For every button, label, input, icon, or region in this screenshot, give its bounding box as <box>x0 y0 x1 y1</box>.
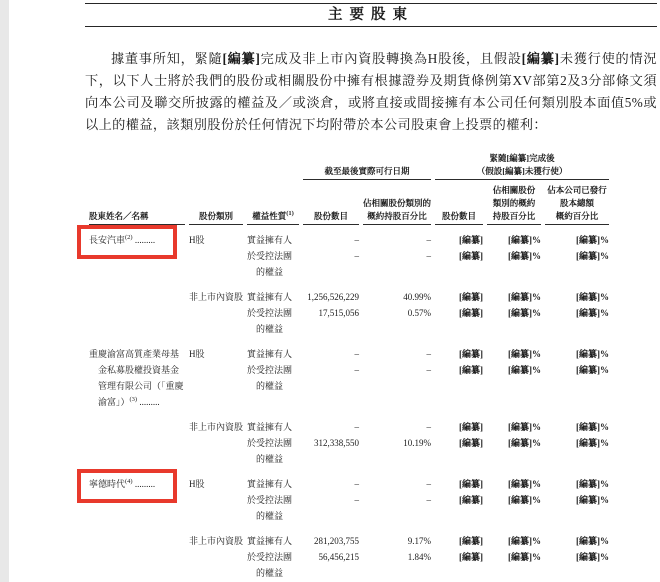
cell-percent-total-post <box>545 378 609 394</box>
cell-percent-total-post <box>545 321 609 337</box>
cell-nature-of-interest: 於受控法團 <box>247 365 293 375</box>
cell-shares-post: [編纂] <box>459 349 484 359</box>
cell-nature-of-interest: 於受控法團 <box>247 495 293 505</box>
row-spacer <box>89 467 609 476</box>
cell-shares-post: [編纂] <box>459 495 484 505</box>
cell-percent-class-post: [編纂]% <box>508 495 542 505</box>
cell-percent-current: 10.19% <box>403 438 432 448</box>
cell-shareholder-name <box>89 492 185 508</box>
cell-share-class <box>189 321 243 337</box>
cell-shares-post: [編纂] <box>459 536 484 546</box>
cell-percent-total-post <box>545 264 609 280</box>
cell-shares-current: – <box>354 479 360 489</box>
cell-percent-current: – <box>426 365 432 375</box>
document-page <box>85 0 657 149</box>
cell-share-class: 非上市內資股 <box>189 292 244 302</box>
cell-percent-class-post <box>487 394 541 410</box>
cell-shares-current <box>303 565 359 581</box>
cell-shares-current: 312,338,550 <box>314 438 360 448</box>
cell-percent-total-post: [編纂]% <box>576 365 610 375</box>
cell-shares-current: 56,456,215 <box>318 552 360 562</box>
cell-shares-current: 17,515,056 <box>318 308 360 318</box>
cell-shareholder-name <box>89 264 185 280</box>
cell-shareholder-name: 寧德時代$^{(4)}$ ......... <box>89 476 185 492</box>
cell-nature-of-interest: 於受控法團 <box>247 552 293 562</box>
cell-percent-class-post: [編纂]% <box>508 422 542 432</box>
column-header-row <box>89 180 609 225</box>
cell-shareholder-name <box>89 419 185 435</box>
cell-shares-current: 1,256,526,229 <box>307 292 360 302</box>
cell-shareholder-name <box>89 305 185 321</box>
shareholder-table <box>85 152 645 581</box>
cell-percent-class-post <box>487 321 541 337</box>
table-row <box>89 435 609 451</box>
cell-percent-total-post: [編纂]% <box>576 438 610 448</box>
column-header-shareholder-name: 股東姓名／名稱 <box>89 180 185 225</box>
cell-share-class: 非上市內資股 <box>189 422 244 432</box>
cell-percent-current: – <box>426 349 432 359</box>
cell-shares-current <box>303 321 359 337</box>
cell-share-class <box>189 435 243 451</box>
table-row <box>89 394 609 410</box>
cell-percent-total-post: [編纂]% <box>576 235 610 245</box>
cell-percent-total-post: [編纂]% <box>576 308 610 318</box>
cell-share-class <box>189 264 243 280</box>
cell-percent-class-post: [編纂]% <box>508 479 542 489</box>
column-header-number-of-shares-current: 股份數目 <box>303 180 359 225</box>
cell-shares-post: [編纂] <box>459 422 484 432</box>
cell-shareholder-name <box>89 508 185 524</box>
cell-percent-total-post <box>545 451 609 467</box>
cell-percent-total-post: [編纂]% <box>576 552 610 562</box>
cell-share-class: H股 <box>189 235 205 245</box>
cell-percent-current: 9.17% <box>407 536 432 546</box>
cell-nature-of-interest: 於受控法團 <box>247 251 293 261</box>
cell-share-class: H股 <box>189 479 205 489</box>
cell-shares-post <box>435 378 483 394</box>
column-header-approx-percent-class-post: 佔相關股份 類別的概約 持股百分比 <box>487 180 541 225</box>
cell-shares-post: [編纂] <box>459 438 484 448</box>
cell-percent-current <box>363 565 431 581</box>
group-header-row-1 <box>89 152 609 165</box>
cell-percent-current: – <box>426 495 432 505</box>
footnote-marker-1: (1) <box>286 210 294 218</box>
cell-percent-current: 40.99% <box>403 292 432 302</box>
cell-share-class <box>189 362 243 378</box>
table-row <box>89 346 609 362</box>
cell-shares-current <box>303 394 359 410</box>
cell-nature-of-interest: 實益擁有人 <box>247 235 293 245</box>
page-edge-strip <box>0 0 9 582</box>
cell-shares-post: [編纂] <box>459 308 484 318</box>
table-row <box>89 264 609 280</box>
cell-shares-post: [編纂] <box>459 251 484 261</box>
cell-shareholder-name <box>89 565 185 581</box>
table-row <box>89 362 609 378</box>
cell-nature-of-interest: 的權益 <box>256 267 284 277</box>
cell-shareholder-name: 渝富」）$^{(3)}$ ......... <box>98 396 160 407</box>
table-row <box>89 549 609 565</box>
cell-shares-post <box>435 394 483 410</box>
cell-percent-total-post <box>545 565 609 581</box>
column-header-percent-total-issued-capital: 佔本公司已發行 股本總額 概約百分比 <box>545 180 609 225</box>
cell-nature-of-interest: 的權益 <box>256 381 284 391</box>
cell-percent-total-post: [編纂]% <box>576 536 610 546</box>
cell-nature-of-interest: 的權益 <box>256 568 284 578</box>
cell-shareholder-name: 金私募股權投資基金 <box>98 365 180 375</box>
column-header-approx-percent-class-current: 佔相關股份類別的 概約持股百分比 <box>363 180 431 225</box>
cell-share-class <box>189 549 243 565</box>
cell-share-class <box>189 394 243 410</box>
cell-nature-of-interest: 於受控法團 <box>247 438 293 448</box>
cell-percent-current <box>363 394 431 410</box>
cell-shares-current <box>303 451 359 467</box>
cell-shares-post: [編纂] <box>459 235 484 245</box>
cell-percent-class-post: [編纂]% <box>508 536 542 546</box>
cell-percent-class-post: [編纂]% <box>508 365 542 375</box>
cell-shares-current: – <box>354 349 360 359</box>
row-spacer <box>89 410 609 419</box>
table-row <box>89 476 609 492</box>
cell-shares-post <box>435 451 483 467</box>
cell-nature-of-interest: 實益擁有人 <box>247 479 293 489</box>
cell-shares-current: – <box>354 495 360 505</box>
cell-percent-total-post: [編纂]% <box>576 495 610 505</box>
cell-nature-of-interest: 的權益 <box>256 511 284 521</box>
cell-shares-current: – <box>354 422 360 432</box>
cell-shares-post <box>435 264 483 280</box>
cell-shareholder-name <box>89 321 185 337</box>
cell-percent-current <box>363 264 431 280</box>
cell-shareholder-name <box>89 435 185 451</box>
cell-nature-of-interest: 的權益 <box>256 454 284 464</box>
cell-percent-current: – <box>426 479 432 489</box>
cell-percent-current: – <box>426 235 432 245</box>
cell-shares-current <box>303 508 359 524</box>
cell-percent-total-post: [編纂]% <box>576 422 610 432</box>
cell-percent-current <box>363 508 431 524</box>
cell-shareholder-name <box>89 451 185 467</box>
column-header-number-of-shares-post: 股份數目 <box>435 180 483 225</box>
cell-shares-post: [編纂] <box>459 292 484 302</box>
cell-shares-post <box>435 565 483 581</box>
intro-text: 據董事所知，緊隨 <box>111 51 223 66</box>
cell-shareholder-name <box>89 533 185 549</box>
table-row <box>89 305 609 321</box>
cell-nature-of-interest: 實益擁有人 <box>247 536 293 546</box>
group-header-latest-practicable-date: 截至最後實際可行日期 <box>303 165 431 180</box>
cell-percent-class-post: [編纂]% <box>508 235 542 245</box>
page-title: 主要股東 <box>328 7 414 23</box>
cell-percent-class-post: [編纂]% <box>508 349 542 359</box>
cell-percent-class-post <box>487 508 541 524</box>
table-row <box>89 533 609 549</box>
cell-shares-current <box>303 378 359 394</box>
cell-percent-current <box>363 451 431 467</box>
shareholder-table-body <box>89 232 609 581</box>
cell-share-class <box>189 565 243 581</box>
cell-percent-total-post <box>545 508 609 524</box>
cell-percent-current <box>363 321 431 337</box>
title-rule-bottom <box>85 26 657 27</box>
cell-shareholder-name <box>89 248 185 264</box>
cell-shares-current: 281,203,755 <box>314 536 360 546</box>
footnote-marker: (4) <box>125 478 133 485</box>
intro-text: 完成及非上市內資股轉換為H股後，且假設 <box>260 51 522 66</box>
cell-percent-total-post: [編纂]% <box>576 349 610 359</box>
cell-percent-current: – <box>426 422 432 432</box>
group-header-post-completion-line1: 緊隨[編纂]完成後 <box>489 153 555 163</box>
row-spacer <box>89 337 609 346</box>
cell-share-class <box>189 305 243 321</box>
cell-shares-post <box>435 321 483 337</box>
table-row <box>89 565 609 581</box>
group-header-post-completion-line2: （假設[編纂]未獲行使） <box>435 165 609 180</box>
footnote-marker: (2) <box>125 234 133 241</box>
cell-shareholder-name: 管理有限公司（「重慶 <box>98 381 184 391</box>
cell-percent-total-post: [編纂]% <box>576 292 610 302</box>
table-row <box>89 232 609 248</box>
redacted-token: [編纂] <box>222 51 261 66</box>
cell-share-class: H股 <box>189 349 205 359</box>
cell-percent-class-post: [編纂]% <box>508 292 542 302</box>
cell-shareholder-name <box>89 289 185 305</box>
redacted-token: [編纂] <box>521 51 560 66</box>
cell-share-class <box>189 378 243 394</box>
cell-shareholder-name: 長安汽車$^{(2)}$ ......... <box>89 232 185 248</box>
cell-nature-of-interest: 於受控法團 <box>247 308 293 318</box>
cell-percent-current: – <box>426 251 432 261</box>
cell-shares-post: [編纂] <box>459 552 484 562</box>
row-spacer <box>89 524 609 533</box>
cell-share-class <box>189 451 243 467</box>
cell-shares-current: – <box>354 251 360 261</box>
cell-percent-total-post: [編纂]% <box>576 251 610 261</box>
cell-shares-current <box>303 264 359 280</box>
cell-percent-class-post: [編纂]% <box>508 552 542 562</box>
cell-percent-class-post <box>487 264 541 280</box>
cell-share-class <box>189 492 243 508</box>
title-block <box>85 3 657 27</box>
cell-share-class: 非上市內資股 <box>189 536 244 546</box>
cell-percent-class-post <box>487 378 541 394</box>
cell-nature-of-interest <box>247 394 299 410</box>
cell-percent-class-post: [編纂]% <box>508 438 542 448</box>
cell-nature-of-interest: 實益擁有人 <box>247 422 293 432</box>
cell-nature-of-interest: 實益擁有人 <box>247 349 293 359</box>
row-spacer <box>89 280 609 289</box>
cell-shares-post: [編纂] <box>459 479 484 489</box>
cell-percent-class-post: [編纂]% <box>508 251 542 261</box>
table-row <box>89 289 609 305</box>
table-row <box>89 419 609 435</box>
cell-share-class <box>189 248 243 264</box>
cell-nature-of-interest: 的權益 <box>256 324 284 334</box>
table-row <box>89 321 609 337</box>
cell-percent-total-post: [編纂]% <box>576 479 610 489</box>
cell-shares-post <box>435 508 483 524</box>
cell-share-class <box>189 508 243 524</box>
cell-percent-current <box>363 378 431 394</box>
table-row <box>89 451 609 467</box>
cell-shareholder-name: 重慶渝富高質產業母基 <box>89 349 180 359</box>
cell-percent-total-post <box>545 394 609 410</box>
column-header-share-class: 股份類別 <box>189 180 243 225</box>
cell-percent-class-post: [編纂]% <box>508 308 542 318</box>
cell-percent-class-post <box>487 565 541 581</box>
cell-percent-current: 1.84% <box>407 552 432 562</box>
group-header-row-2 <box>89 165 609 180</box>
table-row <box>89 378 609 394</box>
cell-shares-post: [編纂] <box>459 365 484 375</box>
column-header-nature-of-interest: 權益性質$^{(1)}$ <box>247 180 299 225</box>
table-row <box>89 508 609 524</box>
cell-nature-of-interest: 實益擁有人 <box>247 292 293 302</box>
table-row <box>89 248 609 264</box>
table-row <box>89 492 609 508</box>
cell-shareholder-name <box>89 549 185 565</box>
cell-shares-current: – <box>354 365 360 375</box>
cell-shares-current: – <box>354 235 360 245</box>
cell-percent-current: 0.57% <box>407 308 432 318</box>
intro-paragraph <box>85 48 657 136</box>
footnote-marker: (3) <box>129 396 138 403</box>
cell-percent-class-post <box>487 451 541 467</box>
intro-text: 未獲行使的情況下，以下人士將於我們的股份或相關股份中擁有根據證券及期貨條例第XV部第2及3分部條文須向本公司及聯交所披露的權益及／或淡倉，或將直接或間接擁有本公司任何類別股本面值5%或以上的權益，該類別股份於任何情況下均附帶於本公司股東會上投票的權利： <box>85 51 657 132</box>
